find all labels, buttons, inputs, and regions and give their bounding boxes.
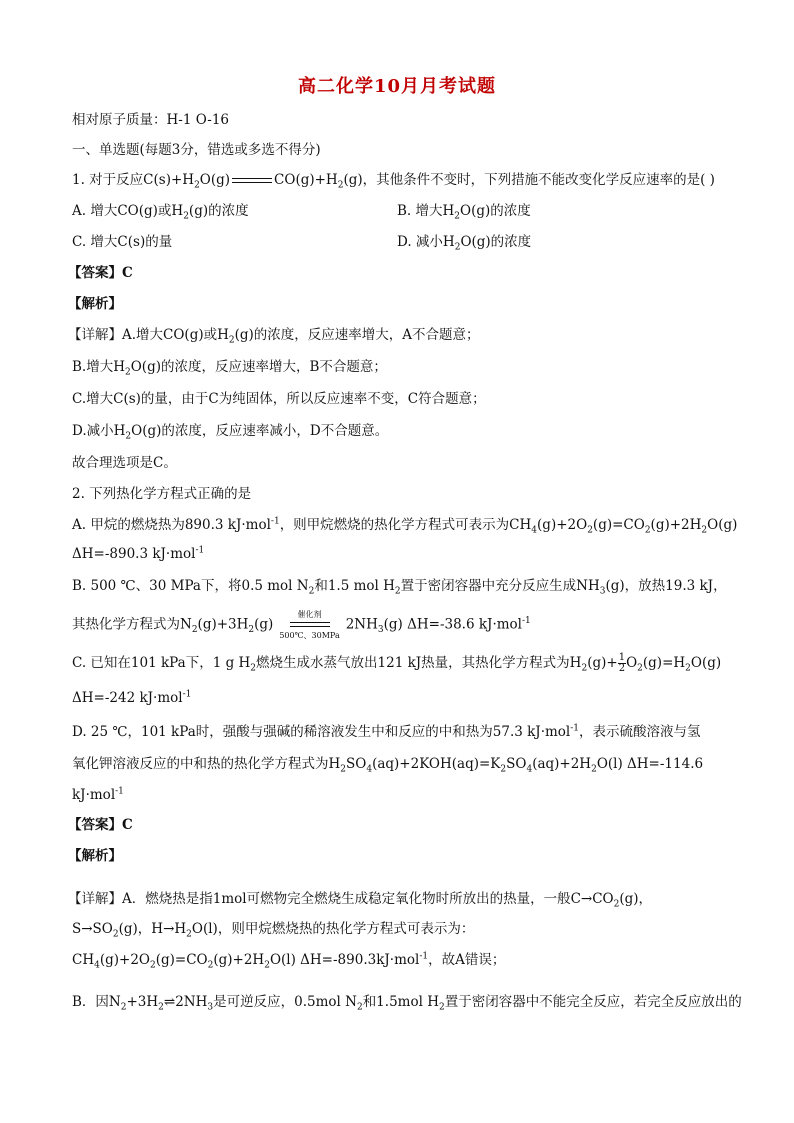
q1-detail-a: 【详解】A.增大CO(g)或$H_2(g)$的浓度，反应速率增大，A不合题意； (68, 327, 480, 346)
q2-detail-line4: B．因$N_2+3H_2\rightleftharpoons 2NH_3$是可逆反应，0.5mol $N_2$和1.5mol $H_2$置于密闭容器中不能完全反应，若完全反应放出的 (72, 994, 742, 1013)
q2-detail-line3: $CH_4(g)+2O_2(g)=CO_2(g)+2H_2O(l)$ ΔH=-890.3kJ·mol$^{-1}$，故A错误； (72, 951, 506, 971)
q2-option-a-line2: ΔH=-890.3 kJ·mol$^{-1}$ (72, 545, 205, 562)
q1-conclusion: 故合理选项是C。 (72, 455, 177, 471)
q2-option-d-line2: 氧化钾溶液反应的中和热的热化学方程式为$H_2SO_4(aq)+2KOH(aq)=K_2SO_4(aq)+2H_2O(l)$ ΔH=-114.6 (72, 756, 704, 775)
q1-detail-b: B.增大$H_2O(g)$的浓度，反应速率增大，B不合题意； (72, 359, 387, 378)
q1-option-b: B. 增大$H_2O(g)$的浓度 (397, 203, 531, 222)
q2-option-c-line2: ΔH=-242 kJ·mol$^{-1}$ (72, 689, 192, 706)
q1-detail-d: D.减小$H_2O(g)$的浓度，反应速率减小，D不合题意。 (72, 423, 389, 442)
equilibrium-arrow-icon (288, 619, 332, 631)
reaction-condition-arrow: 催化剂 500℃、30MPa (279, 610, 340, 640)
q1-detail-c: C.增大C(s)的量，由于C为纯固体，所以反应速率不变，C符合题意； (72, 391, 486, 407)
q2-detail-line1: 【详解】A．燃烧热是指1mol可燃物完全燃烧生成稳定氧化物时所放出的热量，一般$C\to CO_2(g)$， (68, 891, 653, 910)
q2-option-d-line1: D. 25 ℃，101 kPa时，强酸与强碱的稀溶液发生中和反应的中和热为57.3 kJ·mol$^{-1}$，表示硫酸溶液与氢 (72, 723, 701, 740)
q1-answer: 【答案】C (68, 265, 133, 281)
q1-stem: 1. 对于反应$C(s)+H_2O(g)$ $CO(g)+H_2(g)$，其他条件不变时，下列措施不能改变化学反应速率的是( ) (72, 172, 715, 191)
q2-option-b-line2: 其热化学方程式为$N_2(g)+3H_2(g)$催化剂 500℃、$30MPa2NH_3(g)$ ΔH=-38.6 kJ·mol$^{-1}$ (72, 610, 531, 640)
q1-option-c: C. 增大C(s)的量 (72, 234, 173, 250)
section-heading: 一、单选题(每题3分，错选或多选不得分) (72, 142, 321, 158)
q1-analysis-label: 【解析】 (68, 296, 122, 312)
fraction-one-half: $\frac{1}{2}$ (618, 652, 626, 674)
atomic-mass-line: 相对原子质量：H-1 O-16 (72, 112, 230, 128)
q2-answer: 【答案】C (68, 817, 133, 833)
q2-option-c-line1: C. 已知在101 kPa下，1 g $H_2$燃烧生成水蒸气放出121 kJ热量，其热化学方程式为$H_2(g)+$ $\frac{1}{2}$ $O_2(g)=H_2O(g)$ (72, 652, 722, 674)
q2-option-d-line3: kJ·mol$^{-1}$ (72, 786, 124, 803)
q1-option-d: D. 减小$H_2O(g)$的浓度 (397, 234, 532, 253)
q2-stem: 2. 下列热化学方程式正确的是 (72, 486, 252, 502)
q2-detail-line2: $S\to SO_2(g)$，$H\to H_2O(l)$，则甲烷燃烧热的热化学方程式可表示为： (72, 921, 475, 940)
q2-option-b-line1: B. 500 ℃、30 MPa下，将0.5 mol $N_2$和1.5 mol $H_2$置于密闭容器中充分反应生成$NH_3(g)$，放热19.3 kJ， (72, 578, 727, 597)
q2-analysis-label: 【解析】 (68, 848, 122, 864)
q2-option-a-line1: A. 甲烷的燃烧热为890.3 kJ·mol$^{-1}$，则甲烷燃烧的热化学方程式可表示为$CH_4(g)+2O_2(g)=CO_2(g)+2H_2O(g)$ (72, 516, 738, 536)
q1-option-a: A. 增大CO(g)或$H_2(g)$的浓度 (72, 203, 249, 222)
equilibrium-arrow-icon (230, 175, 274, 187)
page-title: 高二化学10月月考试题 (297, 76, 497, 97)
